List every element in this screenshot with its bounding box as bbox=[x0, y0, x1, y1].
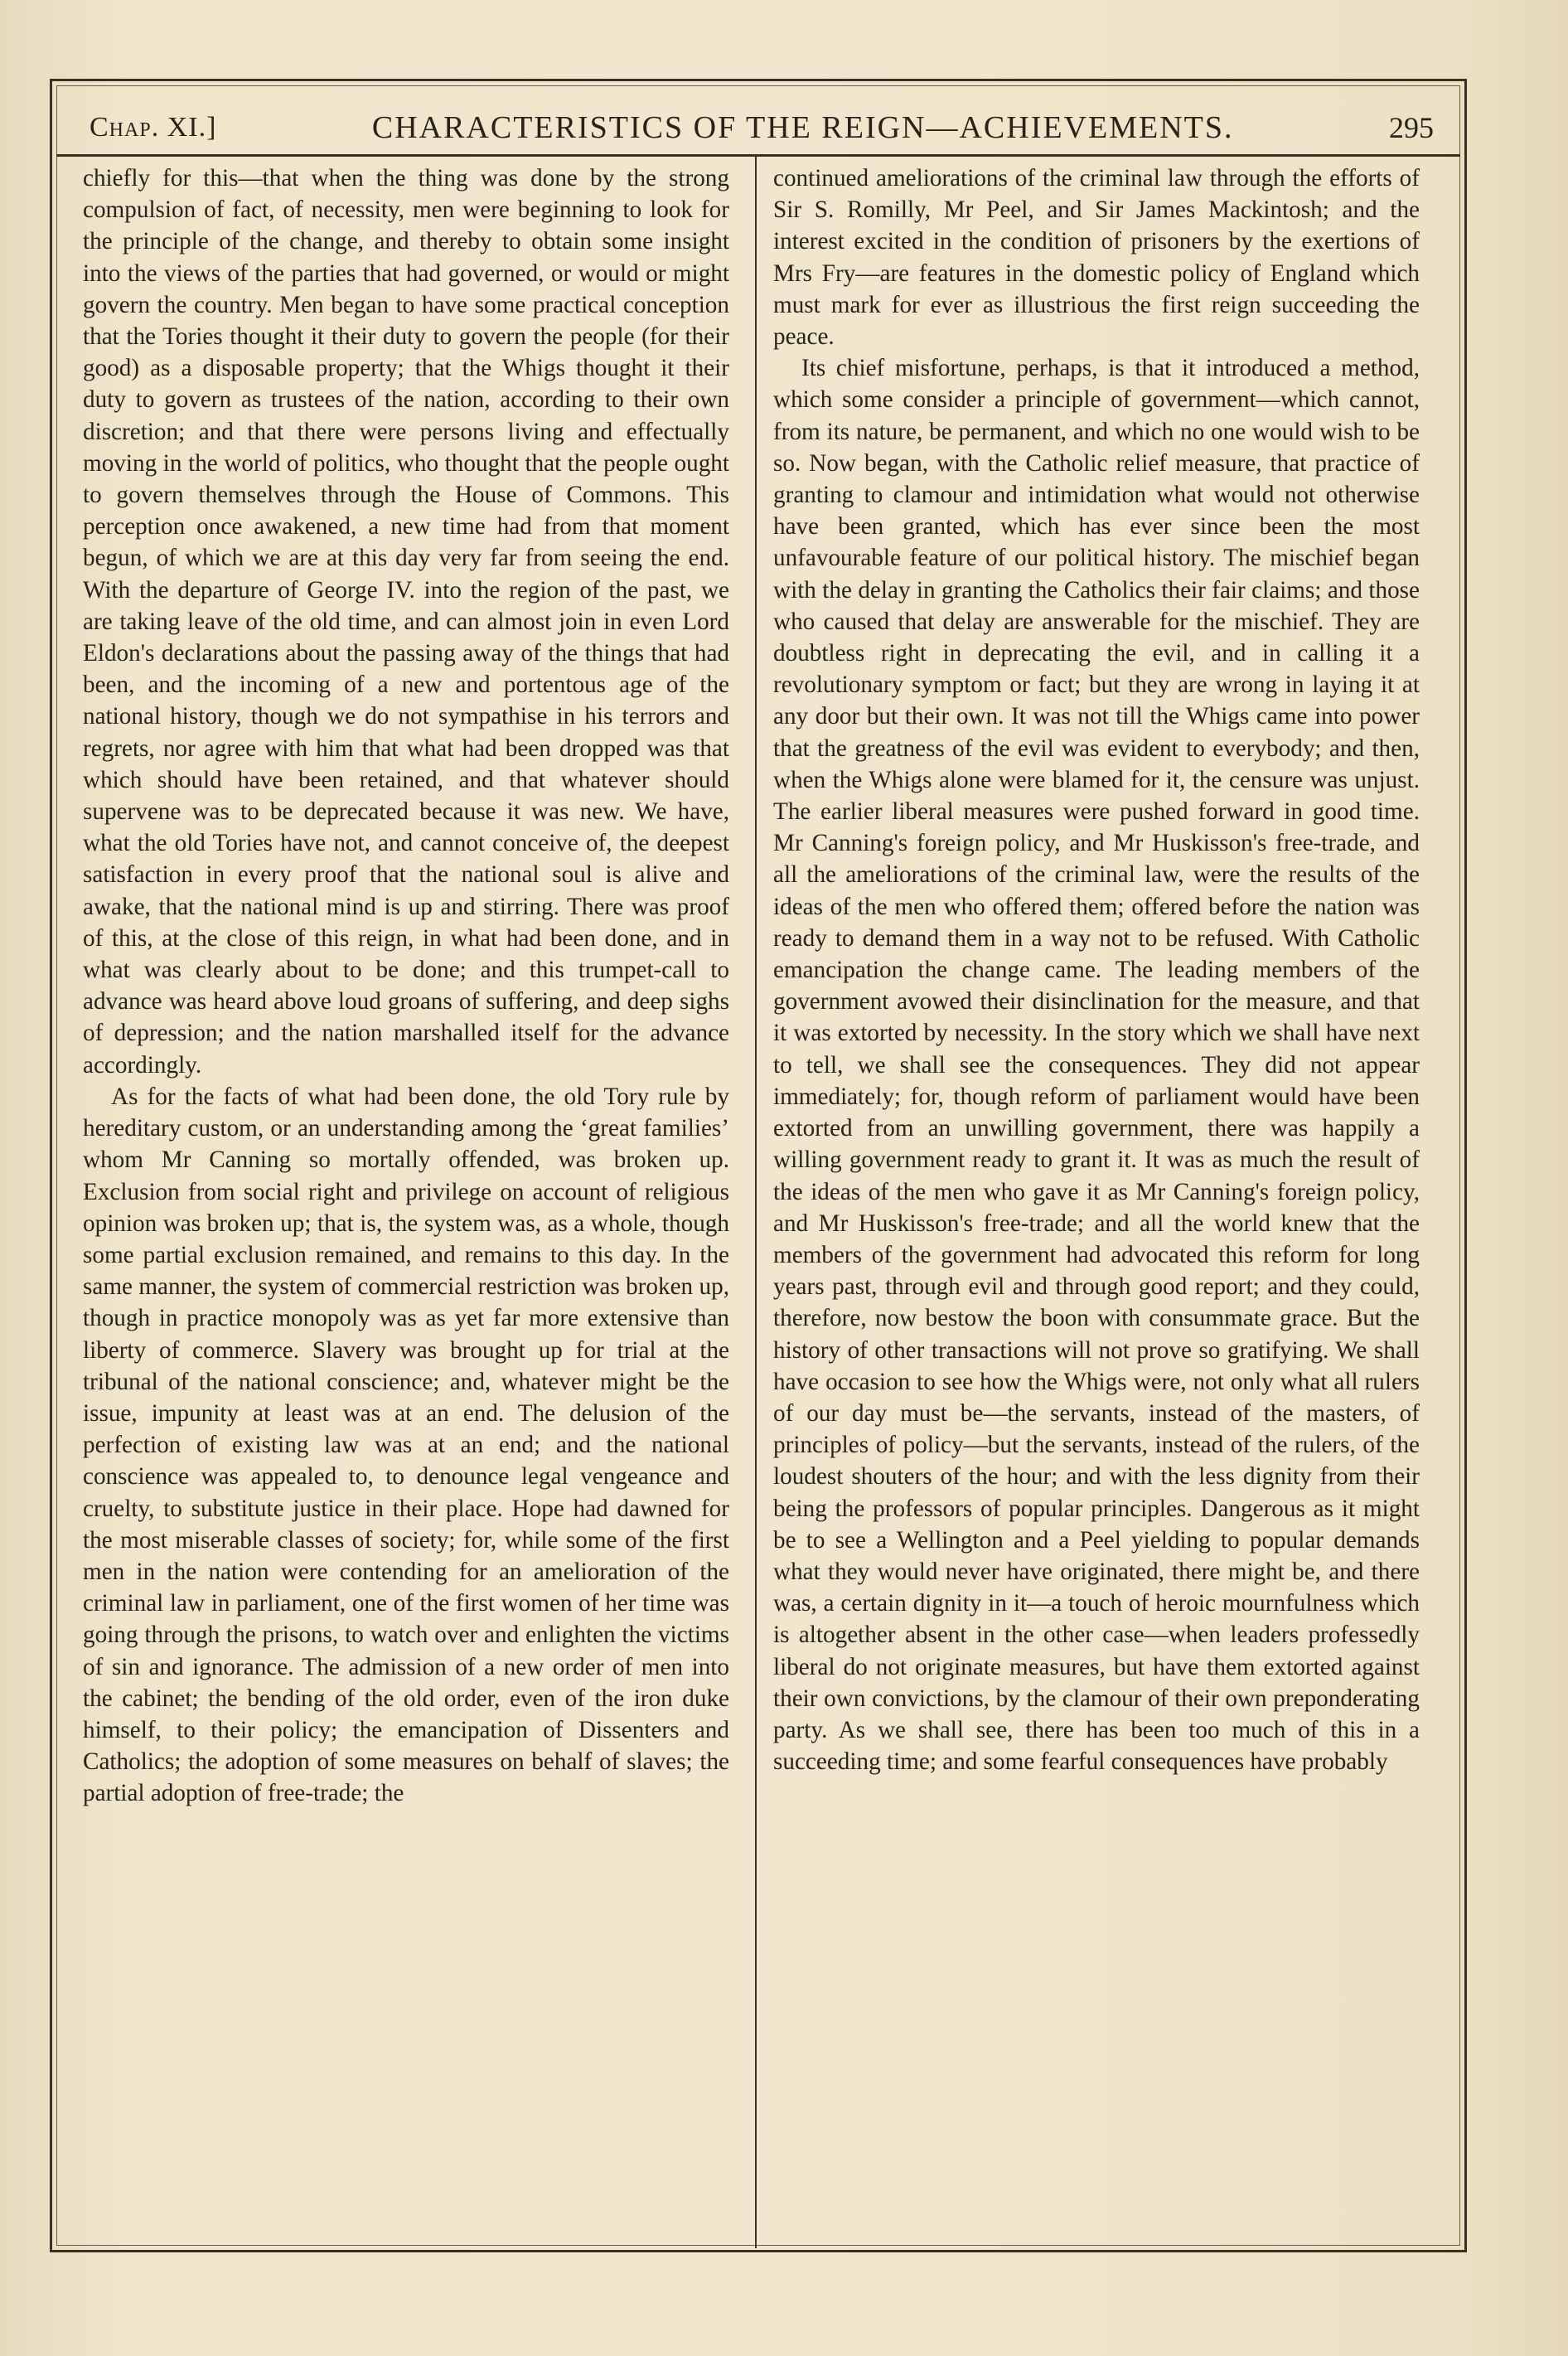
chapter-label: Chap. XI.] bbox=[90, 112, 217, 143]
right-paragraph-2: Its chief misfortune, perhaps, is that it introduced a method, which some consider a principle of government—which cannot, from its nature, be permanent, and which no one would wish to be so. Now began, with the Catholic relief measure, that practice of granting to clamour and intimidation what would not otherwise have been granted, which has ever since been the most unfavourable feature of our political history. The mischief began with the delay in granting the Catholics their fair claims; and those who caused that delay are answerable for the mischief. They are doubtless right in deprecating the evil, and in calling it a revolutionary symptom or fact; but they are wrong in laying it at any door but their own. It was not till the Whigs came into power that the greatness of the evil was evident to everybody; and then, when the Whigs alone were blamed for it, the censure was unjust. The earlier liberal measures were pushed forward in good time. Mr Canning's foreign policy, and Mr Huskisson's free-trade, and all the ameliorations of the criminal law, were the results of the ideas of the men who offered them; offered before the nation was ready to demand them in a way not to be refused. With Catholic emancipation the change came. The leading members of the government avowed their disinclination for the measure, and that it was extorted by necessity. In the story which we shall have next to tell, we shall see the consequences. They did not appear immediately; for, though reform of parliament would have been extorted from an unwilling government, there was happily a willing government ready to grant it. It was as much the result of the ideas of the men who gave it as Mr Canning's foreign policy, and Mr Huskisson's free-trade; and all the world knew that the members of the government had advocated this reform for long years past, through evil and through good report; and they could, therefore, now bestow the boon with consummate grace. But the history of other transactions will not prove so gratifying. We shall have occasion to see how the Whigs were, not only what all rulers of our day must be—the servants, instead of the masters, of principles of policy—but the servants, instead of the rulers, of the loudest shouters of the hour; and with the less dignity from their being the professors of popular principles. Dangerous as it might be to see a Wellington and a Peel yielding to popular demands what they would never have originated, there might be, and there was, a certain dignity in it—a touch of heroic mournfulness which is altogether absent in the other case—when leaders professedly liberal do not originate measures, but have them extorted against their own convictions, by the clamour of their own preponderating party. As we shall see, there has been too much of this in a succeeding time; and some fearful consequences have probably bbox=[773, 355, 1420, 1776]
right-paragraph-1: continued ameliorations of the criminal law through the efforts of Sir S. Romilly, Mr Peel, and Sir James Mackintosh; and the interest excited in the condition of prisoners by the exertions of Mrs Fry—are features in the domestic policy of England which must mark for ever as illustrious the first reign succeeding the peace. bbox=[773, 165, 1420, 351]
right-column bbox=[773, 162, 1420, 2235]
running-title: CHARACTERISTICS OF THE REIGN—ACHIEVEMENTS. bbox=[371, 110, 1234, 145]
left-paragraph-1: chiefly for this—that when the thing was done by the strong compulsion of fact, of necessity, men were beginning to look for the principle of the change, and thereby to obtain some insight into the views of the parties that had governed, or would or might govern the country. Men began to have some practical conception that the Tories thought it their duty to govern the people (for their good) as a disposable property; that the Whigs thought it their duty to govern as trustees of the nation, according to their own discretion; and that there were persons living and effectually moving in the world of politics, who thought that the people ought to govern themselves through the House of Commons. This perception once awakened, a new time had from that moment begun, of which we are at this day very far from seeing the end. With the departure of George IV. into the region of the past, we are taking leave of the old time, and can almost join in even Lord Eldon's declarations about the passing away of the things that had been, and the incoming of a new and portentous age of the national history, though we do not sympathise in his terrors and regrets, nor agree with him that what had been dropped was that which should have been retained, and that whatever should supervene was to be deprecated because it was new. We have, what the old Tories have not, and cannot conceive of, the deepest satisfaction in every proof that the national soul is alive and awake, that the national mind is up and stirring. There was proof of this, at the close of this reign, in what had been done, and in what was clearly about to be done; and this trumpet-call to advance was heard above loud groans of suffering, and deep sighs of depression; and the nation marshalled itself for the advance accordingly. bbox=[83, 165, 729, 1079]
left-paragraph-2: As for the facts of what had been done, the old Tory rule by hereditary custom, or an understanding among the ‘great families’ whom Mr Canning so mortally offended, was broken up. Exclusion from social right and privilege on account of religious opinion was broken up; that is, the system was, as a whole, though some partial exclusion remained, and remains to this day. In the same manner, the system of commercial restriction was broken up, though in practice monopoly was as yet far more extensive than liberty of commerce. Slavery was brought up for trial at the tribunal of the national conscience; and, whatever might be the issue, impunity at least was at an end. The delusion of the perfection of existing law was at an end; and the national conscience was appealed to, to denounce legal vengeance and cruelty, to substitute justice in their place. Hope had dawned for the most miserable classes of society; for, while some of the first men in the nation were contending for an amelioration of the criminal law in parliament, one of the first women of her time was going through the prisons, to watch over and enlighten the victims of sin and ignorance. The admission of a new order of men into the cabinet; the bending of the old order, even of the iron duke himself, to their policy; the emancipation of Dissenters and Catholics; the adoption of some measures on behalf of slaves; the partial adoption of free-trade; the bbox=[83, 1083, 729, 1807]
left-column bbox=[83, 162, 729, 2235]
column-divider bbox=[755, 154, 757, 2248]
header-rule bbox=[56, 154, 1460, 157]
page-number: 295 bbox=[1389, 111, 1434, 144]
running-header bbox=[90, 98, 1434, 158]
